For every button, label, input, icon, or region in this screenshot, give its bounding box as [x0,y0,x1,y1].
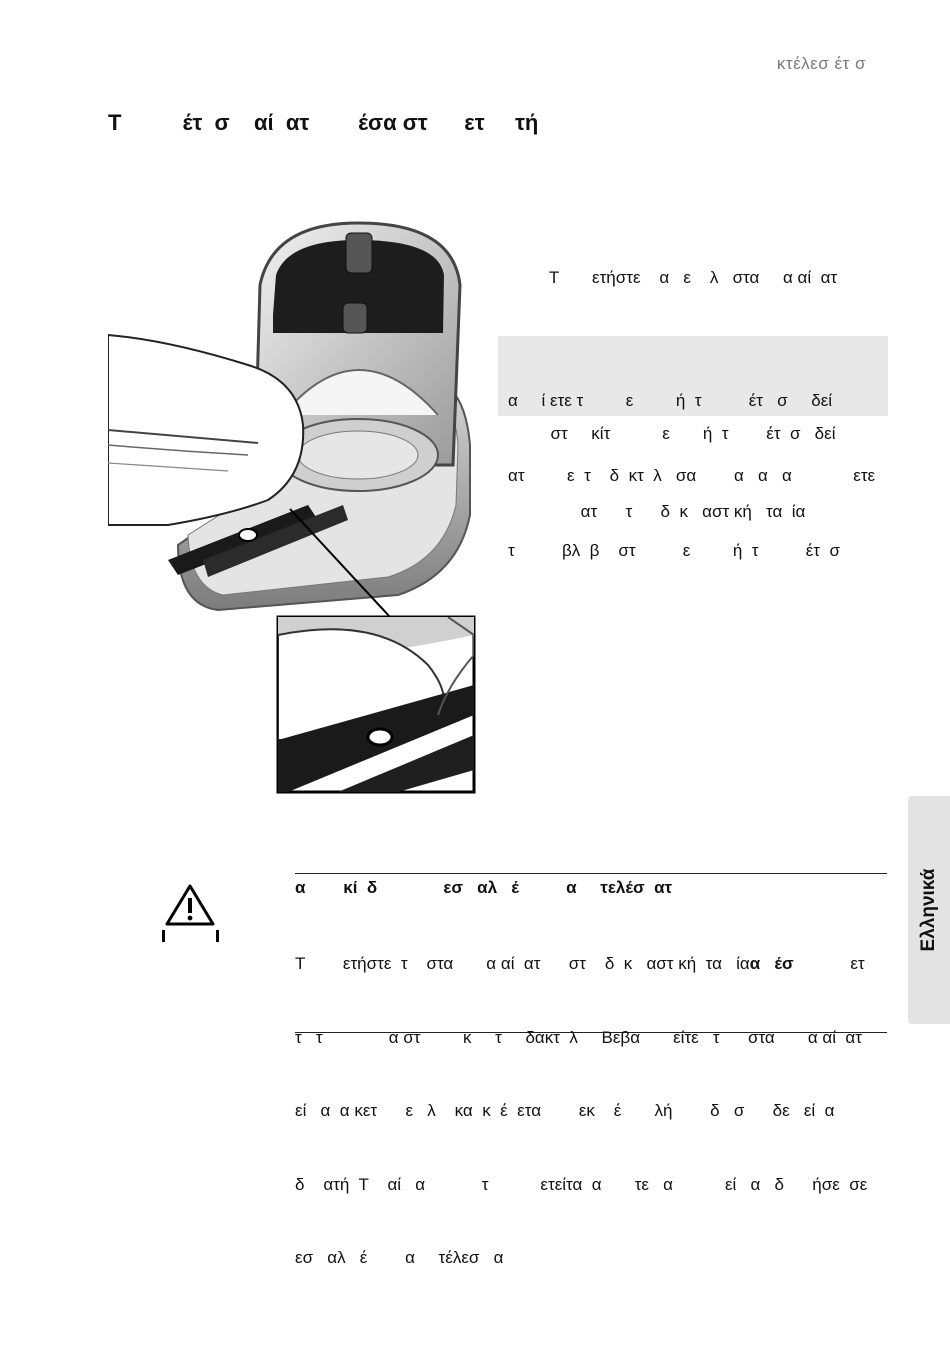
intro-line: Τ ετήστε α ε λ στα α αί ατ [548,268,838,287]
warning-text: Τ ετήστε τ στα α αί ατ στ δ κ αστ κή τα ία [295,954,750,973]
intro-line: ατ τ δ κ αστ κή τα ία [580,502,806,521]
detail-inset [278,617,474,792]
warning-line: τ τ α στ κ τ δακτ λ Βεβα είτε τ στα α αί ατ [295,1027,862,1047]
warning-body [295,903,867,1320]
note-line: α ί ετε τ ε ή τ έτ σ δεί [508,391,833,410]
meter-illustration [108,215,476,795]
language-tab-label: Ελληνικά [918,868,939,952]
intro-line: στ κίτ ε ή τ έτ σ δεί [550,424,836,443]
warning-emphasis: α έσ [749,954,794,973]
warning-line: εί α α κετ ε λ κα κ έ ετα εκ έ λή δ σ δε εί α [295,1101,835,1120]
warning-title: α κί δ εσ αλ έ α τελέσ ατ [295,878,673,897]
warning-block [295,873,887,1267]
warning-line: δ ατή Τ αί α τ ετείτα α τε α εί α δ ήσε σε [295,1174,868,1194]
warning-text: ετ [793,954,865,973]
note-line: ατ ε τ δ κτ λ σα α α α ετε [508,466,876,485]
language-tab [908,796,950,1024]
page-title: Τ έτ σ αί ατ έσα στ ετ τή [108,110,539,135]
running-head: κτέλεσ έτ σ [776,54,866,73]
warning-triangle-icon [160,880,224,944]
warning-line [295,952,867,977]
warning-line: εσ αλ έ α τέλεσ α [295,1248,504,1267]
note-line: τ βλ β στ ε ή τ έτ σ [508,541,840,560]
